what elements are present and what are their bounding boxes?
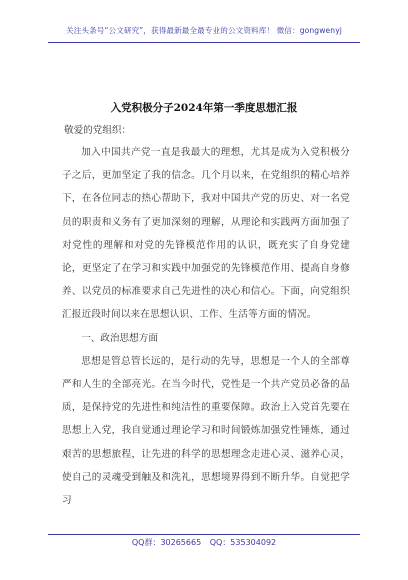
document-title: 入党积极分子2024年第一季度思想汇报 [110, 102, 298, 114]
footer-contact [0, 537, 408, 548]
footer-qq: QQ：535304092 [209, 538, 277, 547]
salutation: 敬爱的党组织： [64, 125, 132, 136]
footer-qq-group: QQ群：30265665 [131, 538, 202, 547]
intro-paragraph: 加入中国共产党一直是我最大的理想，尤其是成为入党积极分子之后，更加坚定了我的信念。几个月以来，在党组织的精心培养下，在各位同志的热心帮助下，我对中国共产党的历史、对一名党员的职责和义务有了更加深刻的理解，从理论和实践两方面加强了对党性的理解和对党的先锋模范作用的认识，既充实了自身党建论，更坚定了在学习和实践中加强党的先锋模范作用、提高自身修养、以党员的标准要求自己先进性的决心和信心。下面，向党组织汇报近段时间以来在思想认识、工作、生活等方面的情况。 [62, 147, 350, 321]
section-paragraph: 思想是管总管长远的，是行动的先导，思想是一个人的全部尊严和人生的全部亮光。在当今时代，党性是一个共产党员必备的品质，是保持党的先进性和纯洁性的重要保障。政治上入党首先要在思想上入党，我自觉通过理论学习和时间锻炼加强党性锤炼，通过艰苦的思想旅程，让先进的科学的思想理念走进心灵、滋养心灵，使自己的灵魂受到触及和洗礼，思想境界得到不断升华。自觉把学习 [62, 355, 350, 507]
section-heading: 一、政治思想方面 [81, 332, 158, 344]
header-divider [48, 42, 360, 43]
header-promo-text: 关注头条号“公文研究”，获得最新最全最专业的公文资料库！ 微信：gongwenyj [66, 26, 342, 35]
footer-divider [48, 534, 360, 535]
document-body [62, 120, 350, 512]
